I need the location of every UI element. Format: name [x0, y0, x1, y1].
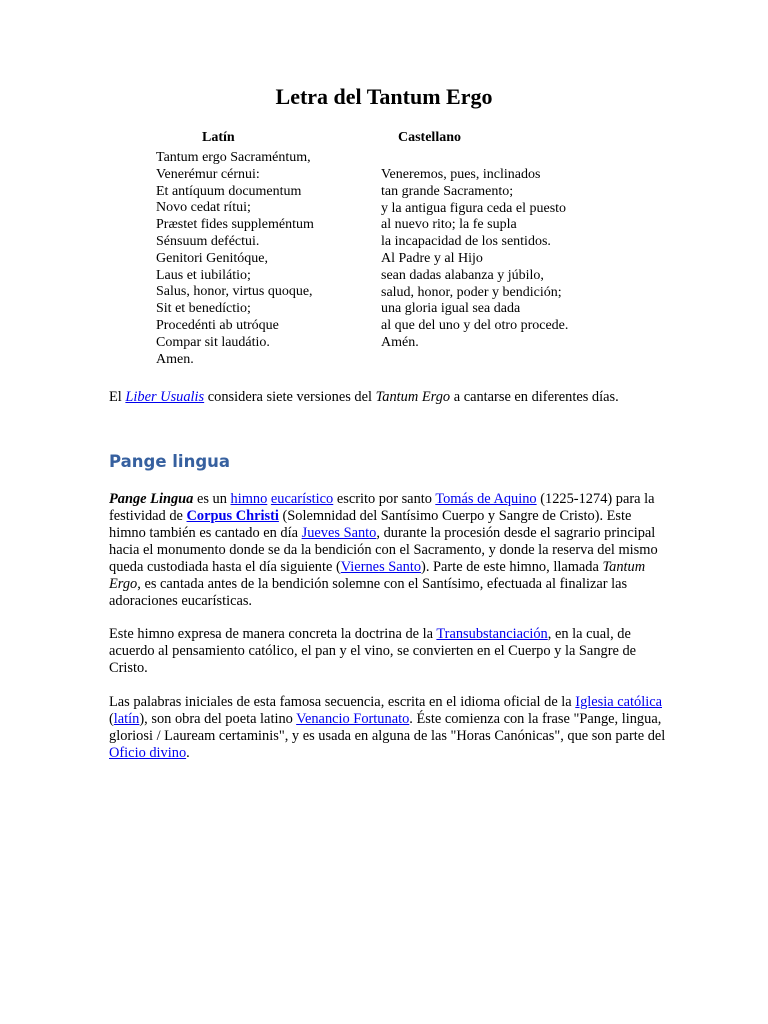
pange-lingua-term: Pange Lingua — [109, 491, 194, 507]
verse-line: Veneremos, pues, inclinados — [381, 167, 541, 182]
verse-line: al que del uno y del otro procede. — [381, 318, 569, 334]
latin-verse — [156, 150, 314, 368]
verse-line: Sénsuum deféctui. — [156, 233, 260, 249]
verse-line: salud, honor, poder y bendición; — [381, 284, 562, 300]
verse-line: Genitori Genitóque, — [156, 250, 268, 266]
viernes-santo-link[interactable]: Viernes Santo — [340, 559, 422, 575]
verse-line: Compar sit laudátio. — [156, 334, 270, 350]
verse-line: una gloria igual sea dada — [381, 301, 521, 317]
verse-line: Tantum ergo Sacraméntum, — [156, 150, 311, 165]
latin-link[interactable]: latín — [113, 711, 140, 727]
verse-line: Præstet fides suppleméntum — [156, 217, 314, 233]
verse-line: Venerémur cérnui: — [156, 166, 260, 182]
oficio-divino-link[interactable]: Oficio divino — [109, 745, 187, 761]
verse-line: Al Padre y al Hijo — [381, 250, 483, 266]
transubstanciacion-link[interactable]: Transubstanciación — [436, 626, 548, 642]
himno-link[interactable]: himno — [230, 491, 268, 507]
jueves-santo-link[interactable]: Jueves Santo — [301, 525, 377, 541]
column-header-castellano: Castellano — [398, 130, 461, 145]
pange-lingua-paragraph: Pange Lingua es un himno eucarístico escrito por santo Tomás de Aquino (1225-1274) para la festividad de Corpus Christi (Solemnidad del Santísimo Cuerpo y Sangre de Cristo). Este himno también es cantado en día Jueves Santo, durante la procesión desde el sagrario principal hacia el monumento donde se da la bendición con el Sacramento, y donde la reserva del mismo queda custodiada hasta el día siguiente (Viernes Santo). Parte de este himno, llamada Tantum Ergo, es cantada antes de la bendición solemne con el Santísimo, efectuada al finalizar las adoraciones eucarísticas. — [109, 491, 658, 609]
verse-line: Salus, honor, virtus quoque, — [156, 284, 313, 300]
castellano-verse — [381, 167, 568, 352]
iglesia-catolica-link[interactable]: Iglesia católica — [575, 694, 662, 710]
corpus-christi-link[interactable]: Corpus Christi — [186, 508, 279, 524]
verse-line: Amén. — [381, 334, 419, 350]
verse-line: Sit et benedíctio; — [156, 301, 251, 317]
verse-line: sean dadas alabanza y júbilo, — [381, 267, 544, 283]
eucaristico-link[interactable]: eucarístico — [270, 491, 334, 507]
verse-line: Amen. — [156, 351, 194, 367]
verse-line: la incapacidad de los sentidos. — [381, 234, 551, 250]
liber-usualis-link[interactable]: Liber Usualis — [125, 389, 205, 405]
verse-line: Novo cedat rítui; — [156, 200, 251, 216]
verse-line: Procedénti ab utróque — [156, 317, 279, 333]
section-title-pange-lingua: Pange lingua — [109, 452, 231, 471]
tomas-de-aquino-link[interactable]: Tomás de Aquino — [435, 491, 537, 507]
verse-line: tan grande Sacramento; — [381, 183, 514, 199]
liber-usualis-paragraph: El Liber Usualis considera siete versiones del Tantum Ergo a cantarse en diferentes días. — [109, 389, 619, 405]
page-title: Letra del Tantum Ergo — [275, 84, 493, 109]
palabras-iniciales-paragraph: Las palabras iniciales de esta famosa secuencia, escrita en el idioma oficial de la Iglesia católica (latín), son obra del poeta latino Venancio Fortunato. Éste comienza con la frase "Pange, lingua, gloriosi / Lauream certaminis", y es usada en alguna de las "Horas Canónicas", que son parte del Oficio divino. — [109, 694, 666, 761]
verse-line: al nuevo rito; la fe supla — [381, 217, 517, 233]
verse-line: Laus et iubilátio; — [156, 267, 251, 283]
transubstanciacion-paragraph: Este himno expresa de manera concreta la doctrina de la Transubstanciación, en la cual, de acuerdo al pensamiento católico, el pan y el vino, se convierten en el Cuerpo y la Sangre de Cristo. — [109, 626, 637, 676]
verse-line: Et antíquum documentum — [156, 183, 302, 199]
verse-line: y la antigua figura ceda el puesto — [381, 200, 567, 216]
venancio-fortunato-link[interactable]: Venancio Fortunato — [296, 711, 410, 727]
column-header-latin: Latín — [202, 130, 235, 145]
